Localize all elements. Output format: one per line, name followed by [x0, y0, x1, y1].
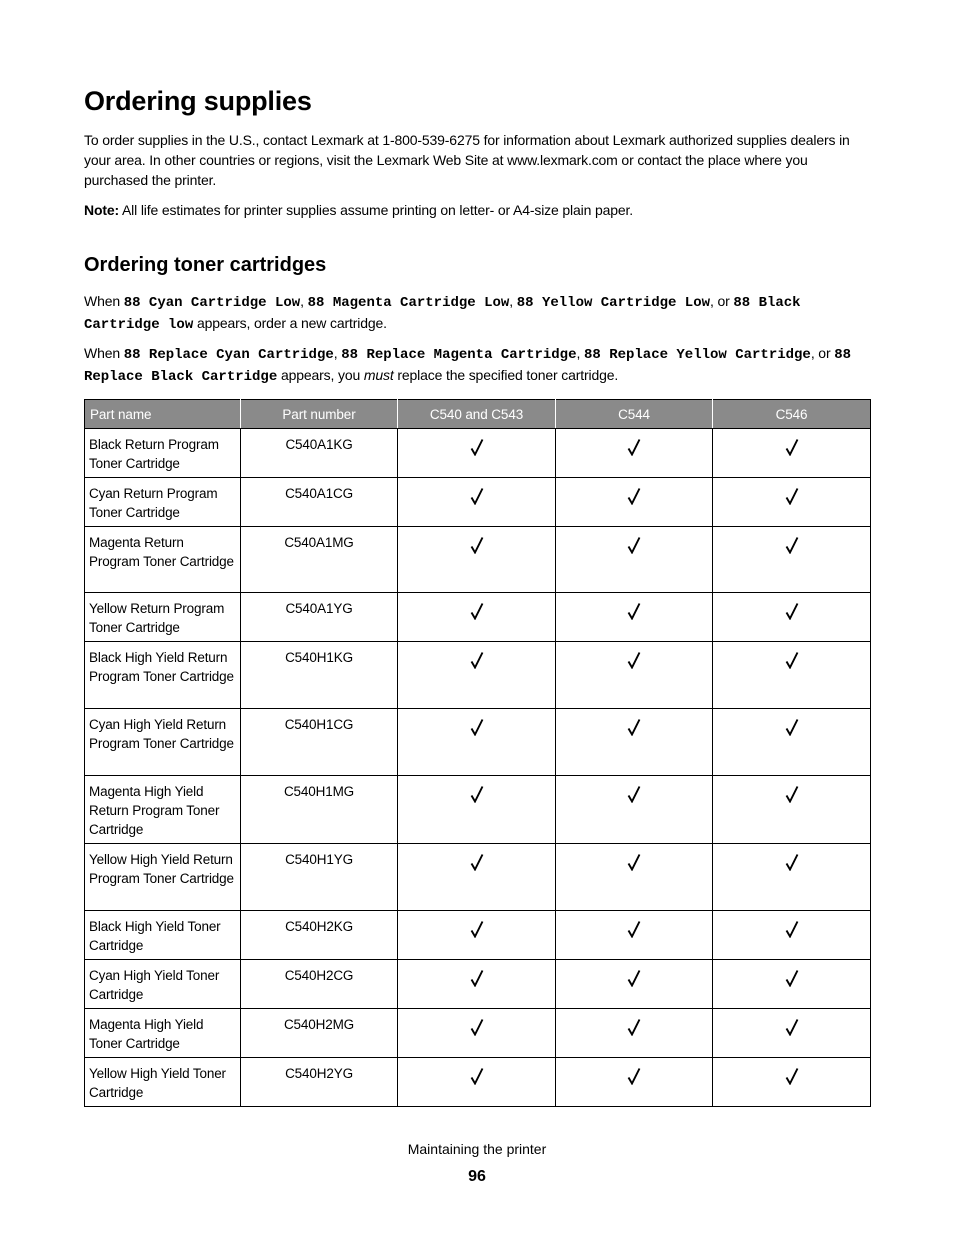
message-replace-yellow: 88 Replace Yellow Cartridge [583, 347, 811, 363]
checkmark-icon [785, 724, 799, 739]
checkmark-icon [627, 1073, 641, 1088]
compatibility-cell-c544 [556, 1058, 713, 1107]
column-header-c546: C546 [713, 400, 871, 429]
checkmark-icon [470, 542, 484, 557]
section-title: Ordering toner cartridges [84, 254, 327, 276]
checkmark-icon [470, 608, 484, 623]
checkmark-icon [785, 859, 799, 874]
compatibility-cell-c544 [556, 960, 713, 1009]
checkmark-icon [470, 791, 484, 806]
compatibility-cell-c546 [713, 960, 871, 1009]
part-name-cell: Cyan High Yield Toner Cartridge [85, 960, 241, 1009]
column-header-part-number: Part number [241, 400, 398, 429]
compatibility-cell-c546 [713, 429, 871, 478]
part-name-cell: Yellow Return Program Toner Cartridge [85, 593, 241, 642]
compatibility-cell-c546 [713, 478, 871, 527]
note-paragraph [84, 200, 874, 220]
compatibility-cell-c544 [556, 709, 713, 776]
table-row [85, 593, 871, 642]
table-row [85, 642, 871, 709]
compatibility-cell-c540 [398, 911, 556, 960]
checkmark-icon [470, 444, 484, 459]
table-row [85, 1058, 871, 1107]
compatibility-cell-c546 [713, 776, 871, 844]
para1-text-4: , or [710, 293, 734, 309]
compatibility-cell-c546 [713, 642, 871, 709]
compatibility-cell-c546 [713, 911, 871, 960]
compatibility-cell-c540 [398, 776, 556, 844]
compatibility-cell-c540 [398, 709, 556, 776]
table-row [85, 911, 871, 960]
toner-cartridge-table [84, 399, 871, 1107]
message-cyan-low: 88 Cyan Cartridge Low [123, 295, 301, 311]
table-row [85, 527, 871, 593]
compatibility-cell-c540 [398, 1058, 556, 1107]
checkmark-icon [470, 1024, 484, 1039]
part-name-cell: Magenta High Yield Return Program Toner Cartridge [85, 776, 241, 844]
part-name-cell: Black High Yield Return Program Toner Cartridge [85, 642, 241, 709]
compatibility-cell-c540 [398, 429, 556, 478]
para2-text-1: When [84, 345, 124, 361]
intro-paragraph: To order supplies in the U.S., contact Lexmark at 1-800-539-6275 for information about Lexmark authorized supplies dealers in your area. In other countries or regions, visit the Lexmark Web Site at www.lexmark.com or contact the place where you purchased the printer. [84, 132, 850, 188]
para1-text-3: , [509, 293, 517, 309]
page-title: Ordering supplies [84, 86, 312, 116]
checkmark-icon [627, 542, 641, 557]
compatibility-cell-c546 [713, 1009, 871, 1058]
column-header-part-name: Part name [85, 400, 241, 429]
compatibility-cell-c540 [398, 844, 556, 911]
para1-text-2: , [300, 293, 308, 309]
message-replace-black: 88 Replace Black Cartridge [84, 347, 852, 385]
checkmark-icon [627, 791, 641, 806]
table-row [85, 844, 871, 911]
footer-section-title: Maintaining the printer [407, 1141, 547, 1157]
low-cartridge-paragraph [84, 291, 874, 335]
part-name-cell: Black Return Program Toner Cartridge [85, 429, 241, 478]
part-name-cell: Cyan Return Program Toner Cartridge [85, 478, 241, 527]
part-number-cell: C540A1MG [241, 527, 398, 593]
para1-text-1: When [84, 293, 124, 309]
message-yellow-low: 88 Yellow Cartridge Low [516, 295, 710, 311]
checkmark-icon [470, 657, 484, 672]
checkmark-icon [470, 493, 484, 508]
checkmark-icon [627, 724, 641, 739]
compatibility-cell-c540 [398, 1009, 556, 1058]
checkmark-icon [785, 1024, 799, 1039]
compatibility-cell-c546 [713, 593, 871, 642]
compatibility-cell-c540 [398, 593, 556, 642]
page-number: 96 [468, 1168, 486, 1185]
checkmark-icon [785, 657, 799, 672]
checkmark-icon [785, 1073, 799, 1088]
table-row [85, 1009, 871, 1058]
compatibility-cell-c540 [398, 642, 556, 709]
part-number-cell: C540H1YG [241, 844, 398, 911]
checkmark-icon [785, 926, 799, 941]
table-row [85, 776, 871, 844]
checkmark-icon [627, 608, 641, 623]
checkmark-icon [470, 859, 484, 874]
part-name-cell: Cyan High Yield Return Program Toner Cartridge [85, 709, 241, 776]
checkmark-icon [785, 444, 799, 459]
checkmark-icon [785, 608, 799, 623]
para2-text-3: , [576, 345, 584, 361]
part-number-cell: C540H1KG [241, 642, 398, 709]
table-row [85, 429, 871, 478]
message-replace-cyan: 88 Replace Cyan Cartridge [123, 347, 334, 363]
checkmark-icon [470, 926, 484, 941]
part-name-cell: Black High Yield Toner Cartridge [85, 911, 241, 960]
column-header-c540-c543: C540 and C543 [398, 400, 556, 429]
para2-text-2: , [333, 345, 342, 361]
para1-text-5: appears, order a new cartridge. [193, 315, 387, 331]
note-label: Note: [84, 202, 120, 218]
compatibility-cell-c544 [556, 642, 713, 709]
message-magenta-low: 88 Magenta Cartridge Low [307, 295, 510, 311]
compatibility-cell-c540 [398, 960, 556, 1009]
para2-text-5: appears, you [277, 367, 364, 383]
compatibility-cell-c544 [556, 911, 713, 960]
compatibility-cell-c546 [713, 844, 871, 911]
checkmark-icon [627, 859, 641, 874]
checkmark-icon [627, 926, 641, 941]
para2-text-6: replace the specified toner cartridge. [393, 367, 619, 383]
table-row [85, 960, 871, 1009]
checkmark-icon [627, 1024, 641, 1039]
compatibility-cell-c544 [556, 429, 713, 478]
compatibility-cell-c544 [556, 776, 713, 844]
compatibility-cell-c544 [556, 593, 713, 642]
checkmark-icon [470, 975, 484, 990]
table-row [85, 709, 871, 776]
part-number-cell: C540A1KG [241, 429, 398, 478]
checkmark-icon [627, 657, 641, 672]
compatibility-cell-c544 [556, 527, 713, 593]
replace-cartridge-paragraph [84, 343, 874, 387]
part-name-cell: Magenta Return Program Toner Cartridge [85, 527, 241, 593]
part-name-cell: Yellow High Yield Return Program Toner Cartridge [85, 844, 241, 911]
column-header-c544: C544 [556, 400, 713, 429]
checkmark-icon [470, 1073, 484, 1088]
compatibility-cell-c540 [398, 527, 556, 593]
table-header-row [85, 400, 871, 429]
checkmark-icon [627, 975, 641, 990]
part-number-cell: C540H1CG [241, 709, 398, 776]
checkmark-icon [785, 791, 799, 806]
note-text: All life estimates for printer supplies assume printing on letter- or A4-size plain paper. [119, 202, 633, 218]
checkmark-icon [785, 975, 799, 990]
compatibility-cell-c544 [556, 478, 713, 527]
message-black-low: 88 Black Cartridge low [84, 295, 801, 333]
compatibility-cell-c546 [713, 1058, 871, 1107]
compatibility-cell-c540 [398, 478, 556, 527]
part-name-cell: Yellow High Yield Toner Cartridge [85, 1058, 241, 1107]
para2-emphasis: must [363, 367, 394, 383]
part-number-cell: C540A1YG [241, 593, 398, 642]
compatibility-cell-c544 [556, 844, 713, 911]
compatibility-cell-c546 [713, 527, 871, 593]
message-replace-magenta: 88 Replace Magenta Cartridge [341, 347, 577, 363]
part-number-cell: C540H2CG [241, 960, 398, 1009]
part-number-cell: C540H1MG [241, 776, 398, 844]
checkmark-icon [785, 493, 799, 508]
table-body [85, 429, 871, 1107]
part-number-cell: C540H2YG [241, 1058, 398, 1107]
part-number-cell: C540H2KG [241, 911, 398, 960]
para2-text-4: , or [810, 345, 835, 361]
part-number-cell: C540A1CG [241, 478, 398, 527]
checkmark-icon [627, 493, 641, 508]
checkmark-icon [627, 444, 641, 459]
compatibility-cell-c544 [556, 1009, 713, 1058]
checkmark-icon [470, 724, 484, 739]
compatibility-cell-c546 [713, 709, 871, 776]
part-name-cell: Magenta High Yield Toner Cartridge [85, 1009, 241, 1058]
table-row [85, 478, 871, 527]
checkmark-icon [785, 542, 799, 557]
part-number-cell: C540H2MG [241, 1009, 398, 1058]
